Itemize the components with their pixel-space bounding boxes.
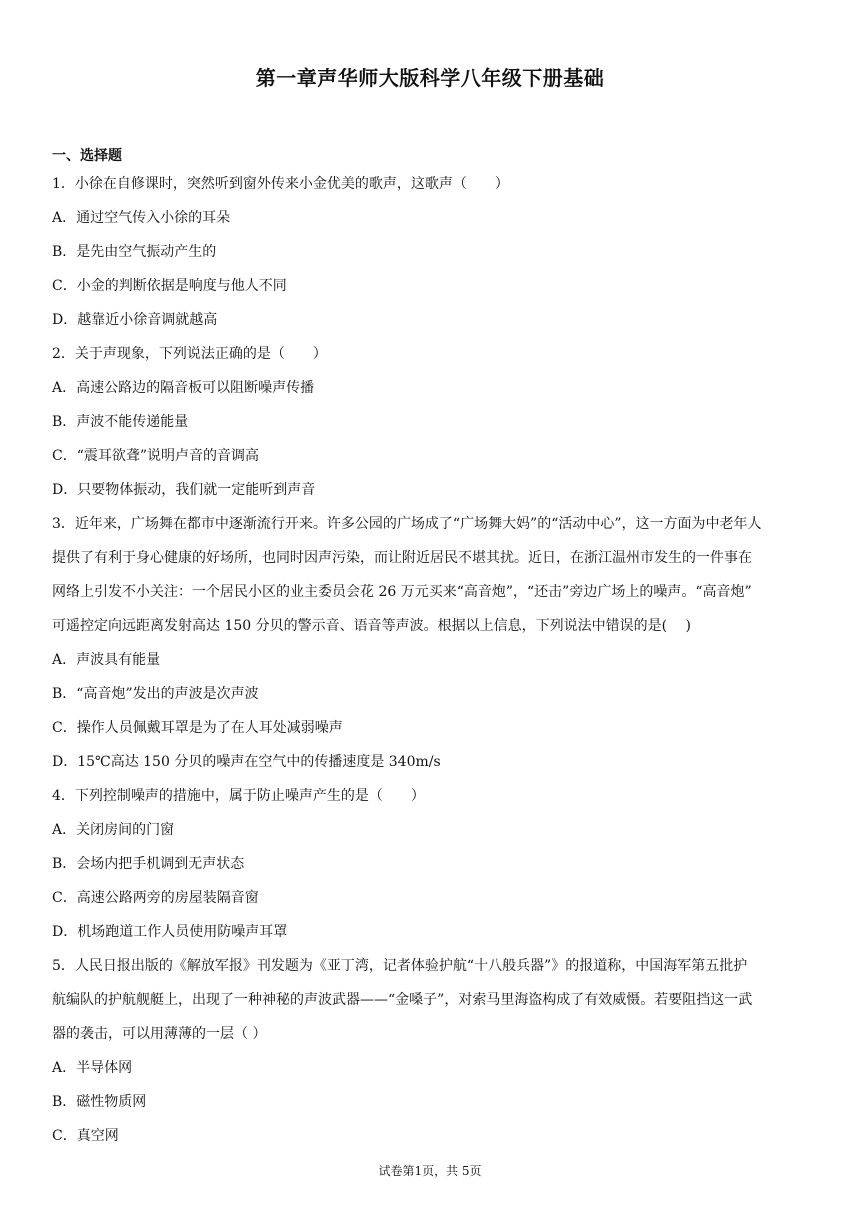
page-title: 第一章声华师大版科学八年级下册基础 [255, 66, 605, 90]
question-3-stem-line: 网络上引发不小关注：一个居民小区的业主委员会花 26 万元买来“高音炮”，“还击”旁边广场上的噪声。“高音炮” [52, 584, 752, 600]
question-3-option-d: D．15℃高达 150 分贝的噪声在空气中的传播速度是 340m/s [52, 754, 441, 770]
question-list [52, 167, 810, 1153]
question-2-option-b: B．声波不能传递能量 [52, 414, 189, 430]
question-3-stem-line: 可遥控定向远距离发射高达 150 分贝的警示音、语音等声波。根据以上信息，下列说法中错误的是( ) [52, 618, 691, 634]
question-4-option-d: D．机场跑道工作人员使用防噪声耳罩 [52, 924, 288, 940]
question-1-option-c: C．小金的判断依据是响度与他人不同 [52, 278, 287, 294]
question-3-option-b: B．“高音炮”发出的声波是次声波 [52, 686, 259, 702]
question-4-option-b: B．会场内把手机调到无声状态 [52, 856, 245, 872]
question-1-stem: 1．小徐在自修课时，突然听到窗外传来小金优美的歌声，这歌声（ ） [52, 176, 509, 192]
question-4-stem: 4．下列控制噪声的措施中，属于防止噪声产生的是（ ） [52, 788, 425, 804]
page-footer: 试卷第1页，共 5页 [378, 1164, 482, 1178]
question-3-stem-line: 3．近年来，广场舞在都市中逐渐流行开来。许多公园的广场成了“广场舞大妈”的“活动中心”，这一方面为中老年人 [52, 516, 762, 532]
question-5-stem-line: 5．人民日报出版的《解放军报》刊发题为《亚丁湾，记者体验护航“十八般兵器”》的报道称，中国海军第五批护 [52, 958, 748, 974]
question-2-stem: 2．关于声现象，下列说法正确的是（ ） [52, 346, 327, 362]
question-3-option-a: A．声波具有能量 [52, 652, 161, 668]
question-5-option-b: B．磁性物质网 [52, 1094, 147, 1110]
question-5-stem-line: 航编队的护航舰艇上，出现了一种神秘的声波武器——“金嗓子”，对索马里海盗构成了有效威慑。若要阻挡这一武 [52, 992, 753, 1008]
question-1-option-b: B．是先由空气振动产生的 [52, 244, 217, 260]
section-heading: 一、选择题 [52, 148, 122, 164]
question-2-option-c: C．“震耳欲聋”说明卢音的音调高 [52, 448, 260, 464]
question-1-option-d: D．越靠近小徐音调就越高 [52, 312, 218, 328]
question-4-option-a: A．关闭房间的门窗 [52, 822, 175, 838]
question-5-stem-line: 器的袭击，可以用薄薄的一层（ ） [52, 1026, 267, 1042]
question-1-option-a: A．通过空气传入小徐的耳朵 [52, 210, 231, 226]
question-5-option-a: A．半导体网 [52, 1060, 133, 1076]
question-3-stem-line: 提供了有利于身心健康的好场所，也同时因声污染，而让附近居民不堪其扰。近日，在浙江温州市发生的一件事在 [52, 550, 752, 566]
question-5-option-c: C．真空网 [52, 1128, 119, 1144]
question-2-option-d: D．只要物体振动，我们就一定能听到声音 [52, 482, 316, 498]
question-4-option-c: C．高速公路两旁的房屋装隔音窗 [52, 890, 259, 906]
question-3-option-c: C．操作人员佩戴耳罩是为了在人耳处减弱噪声 [52, 720, 343, 736]
question-2-option-a: A．高速公路边的隔音板可以阻断噪声传播 [52, 380, 315, 396]
